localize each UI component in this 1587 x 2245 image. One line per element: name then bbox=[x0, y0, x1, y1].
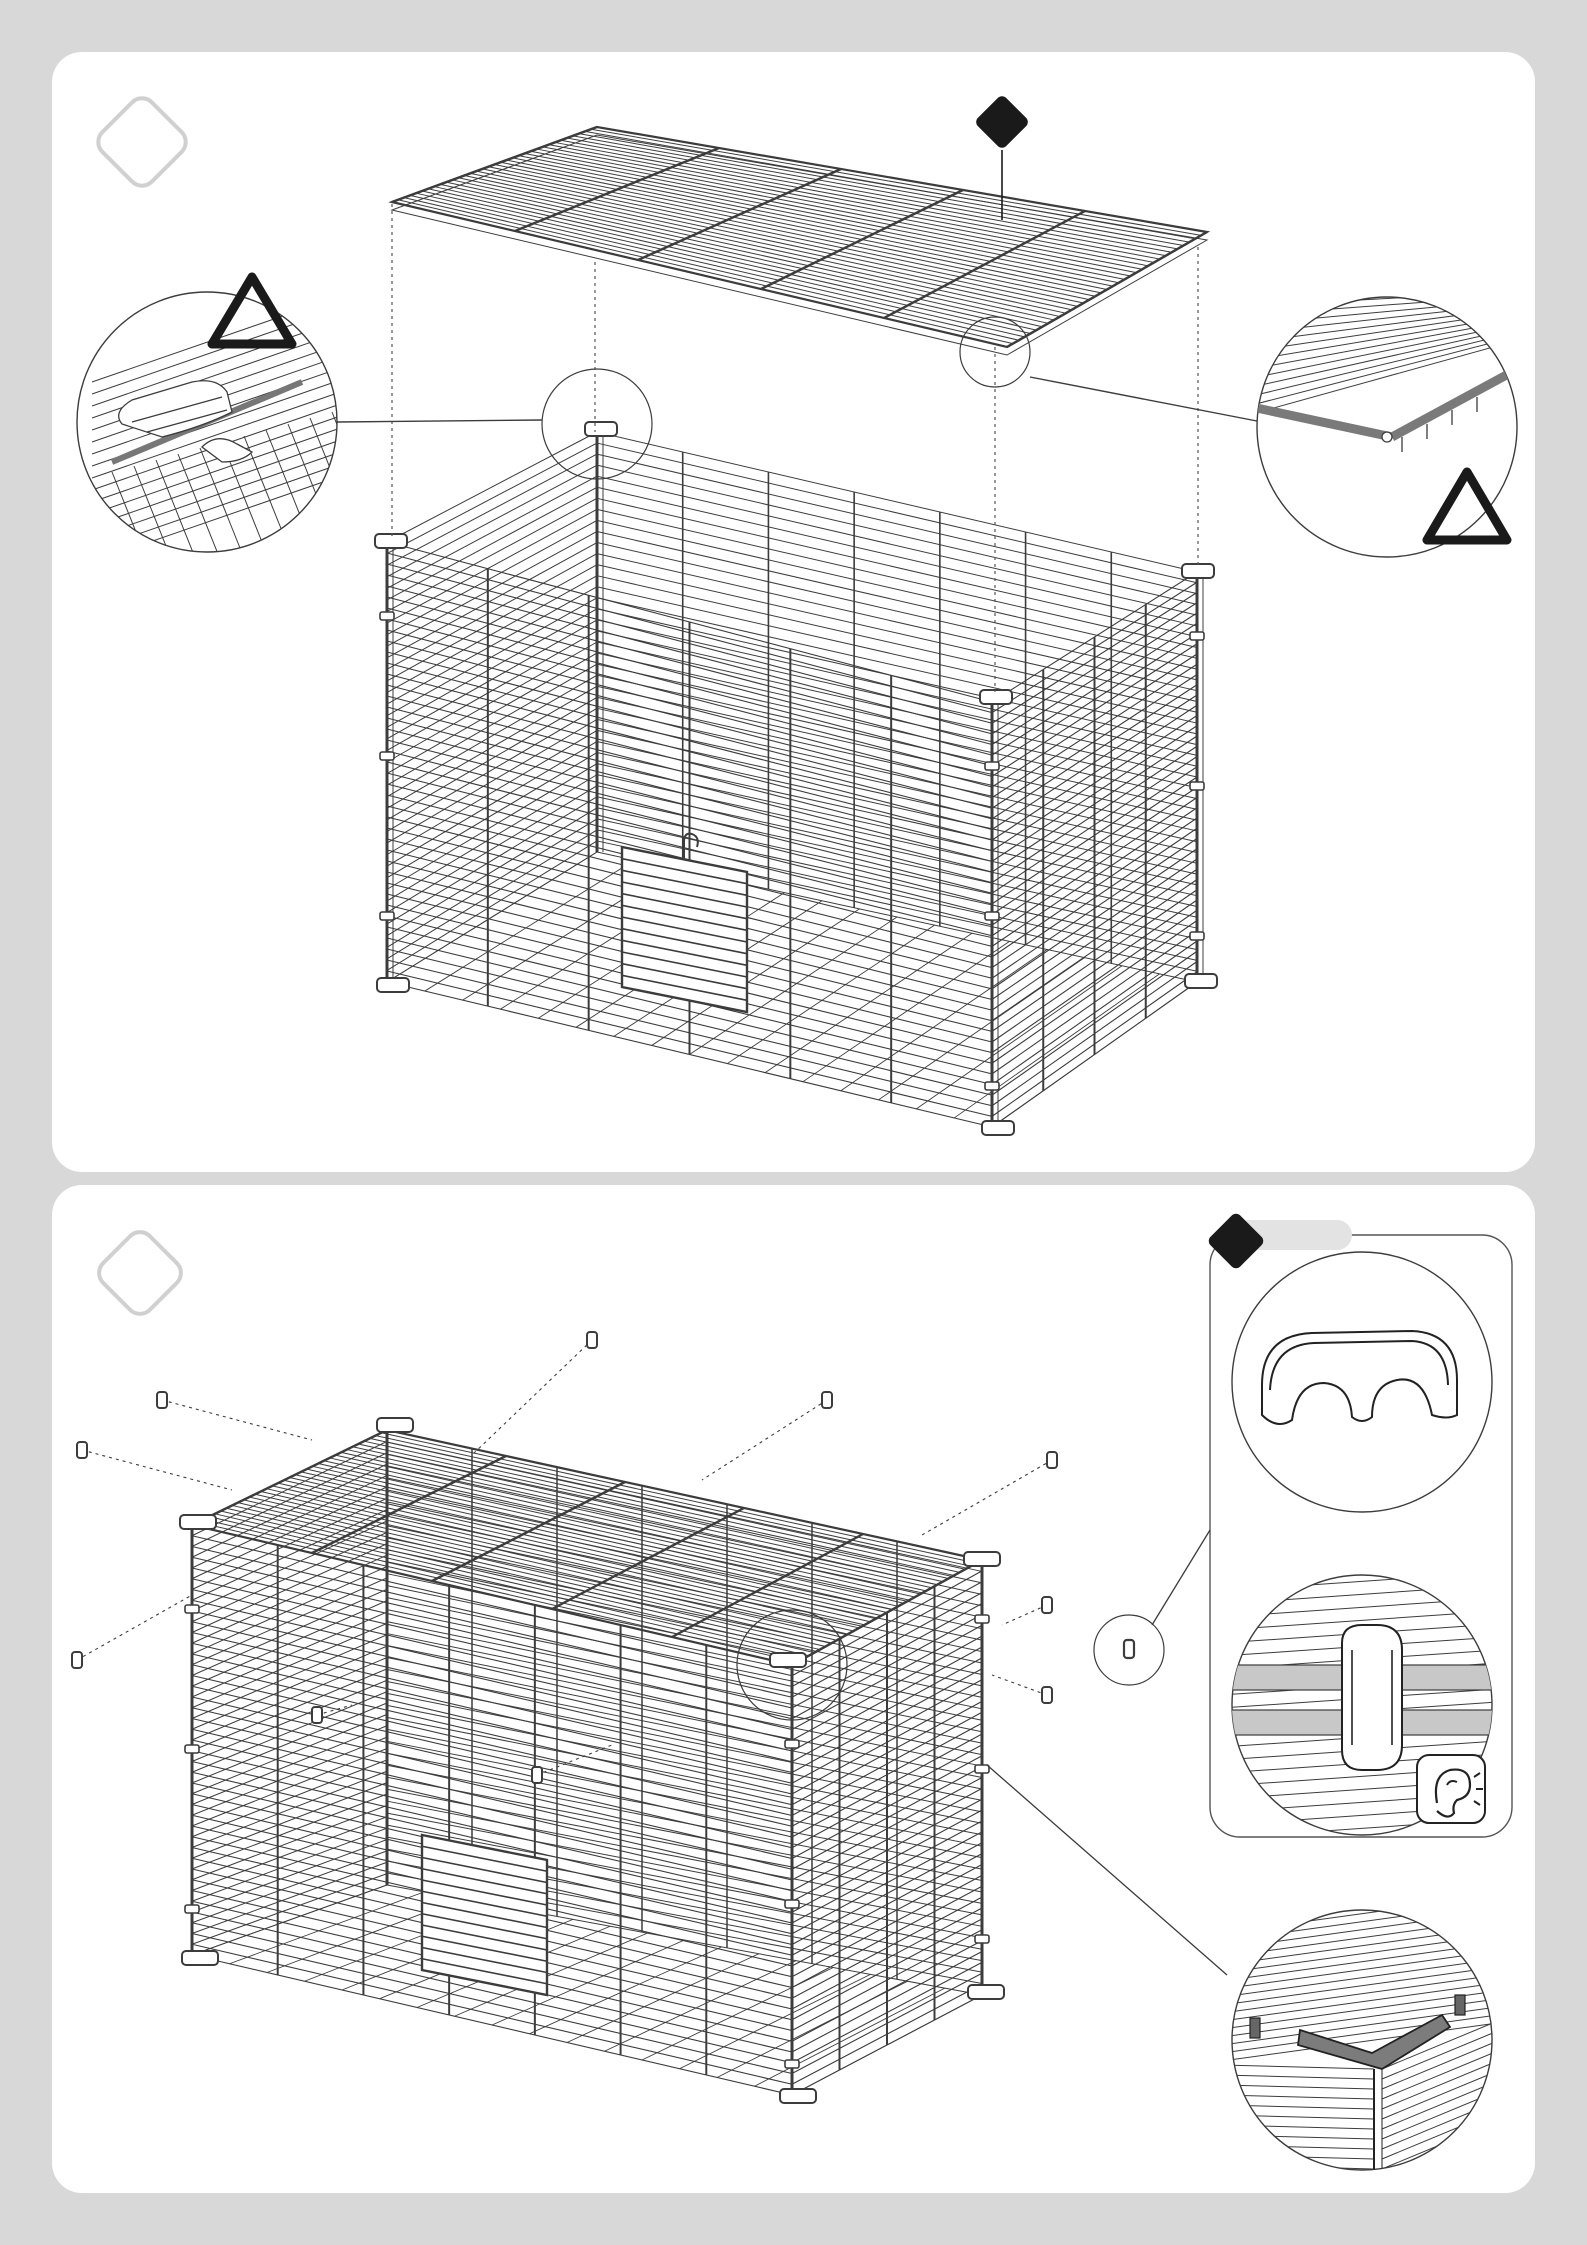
roof-edge-rod-detail bbox=[960, 287, 1522, 557]
empty-diamond-badge-icon bbox=[93, 1226, 186, 1319]
corner-connector-detail bbox=[77, 277, 652, 572]
step-2-illustration bbox=[52, 1185, 1535, 2193]
step-2-panel bbox=[52, 1185, 1535, 2193]
empty-diamond-badge-icon bbox=[93, 93, 192, 192]
assembled-cage bbox=[180, 1418, 1004, 2103]
cage-base bbox=[375, 422, 1217, 1135]
roof-grid-panel bbox=[392, 127, 1207, 355]
listen-for-click-ear-icon bbox=[1417, 1755, 1485, 1823]
step-1-panel bbox=[52, 52, 1535, 1172]
step-1-illustration bbox=[52, 52, 1535, 1172]
